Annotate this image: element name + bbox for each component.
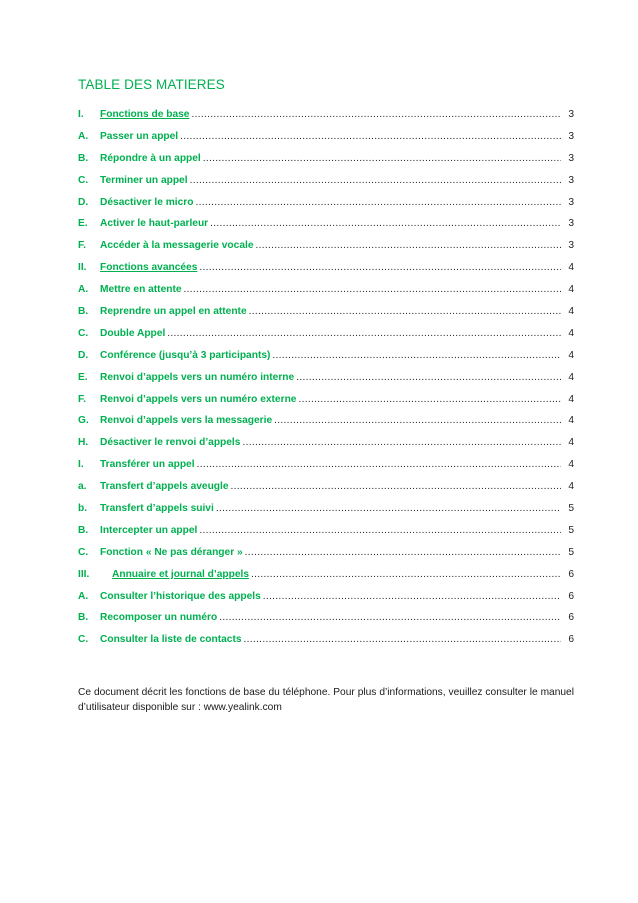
toc-dot-leader	[274, 414, 561, 428]
toc-dot-leader	[203, 152, 561, 166]
toc-entry[interactable]	[78, 152, 574, 174]
toc-dot-leader	[197, 458, 561, 472]
toc-entry-number: H.	[78, 437, 89, 449]
toc-entry[interactable]	[78, 327, 574, 349]
toc-entry-label[interactable]: Transfert d’appels aveugle	[100, 481, 229, 493]
toc-entry-number: C.	[78, 327, 89, 339]
toc-dot-leader	[251, 568, 561, 582]
toc-entry-number: B.	[78, 306, 89, 318]
toc-entry-number: A.	[78, 130, 89, 142]
toc-entry-label[interactable]: Terminer un appel	[100, 174, 188, 186]
toc-entry-page-number: 3	[568, 109, 574, 120]
toc-entry[interactable]	[78, 239, 574, 261]
toc-entry-number: C.	[78, 546, 89, 558]
toc-dot-leader	[245, 546, 561, 560]
toc-entry-label[interactable]: Intercepter un appel	[100, 524, 198, 536]
toc-entry-number: B.	[78, 524, 89, 536]
toc-entry[interactable]	[78, 393, 574, 415]
toc-entry-page-number: 5	[568, 503, 574, 515]
toc-entry[interactable]	[78, 568, 574, 590]
toc-entry[interactable]	[78, 130, 574, 152]
toc-entry-label[interactable]: Fonctions avancées	[100, 262, 198, 274]
toc-entry[interactable]	[78, 371, 574, 393]
toc-entry-label[interactable]: Consulter la liste de contacts	[100, 634, 242, 646]
toc-entry-page-number: 4	[568, 393, 574, 405]
toc-entry-label[interactable]: Mettre en attente	[100, 284, 182, 296]
toc-dot-leader	[298, 393, 561, 407]
toc-entry-number: B.	[78, 612, 89, 624]
toc-entry[interactable]	[78, 480, 574, 502]
toc-entry-page-number: 6	[568, 634, 574, 646]
toc-entry-page-number: 3	[568, 130, 574, 142]
toc-entry-label[interactable]: Activer le haut-parleur	[100, 218, 209, 230]
toc-entry[interactable]	[78, 458, 574, 480]
toc-entry[interactable]	[78, 524, 574, 546]
toc-entry[interactable]	[78, 633, 574, 655]
toc-dot-leader	[167, 327, 561, 341]
toc-entry-label[interactable]: Transfert d’appels suivi	[100, 503, 214, 515]
toc-entry-label[interactable]: Consulter l’historique des appels	[100, 590, 261, 602]
toc-entry-page-number: 5	[568, 546, 574, 558]
toc-entry[interactable]	[78, 414, 574, 436]
toc-entry-page-number: 4	[568, 481, 574, 493]
toc-entry-page-number: 4	[568, 327, 574, 339]
toc-entry-number: F.	[78, 393, 86, 405]
toc-entry-number: E.	[78, 218, 88, 230]
toc-entry-page-number: 4	[568, 437, 574, 449]
toc-dot-leader	[190, 174, 561, 188]
toc-entry-page-number: 4	[568, 306, 574, 318]
toc-entry[interactable]	[78, 546, 574, 568]
toc-entry-page-number: 3	[568, 174, 574, 186]
toc-entry-number: G.	[78, 415, 89, 427]
toc-dot-leader	[296, 371, 561, 385]
toc-entry[interactable]	[78, 611, 574, 633]
toc-entry-label[interactable]: Reprendre un appel en attente	[100, 306, 247, 318]
toc-entry-page-number: 4	[568, 284, 574, 296]
toc-entry[interactable]	[78, 305, 574, 327]
toc-dot-leader	[255, 239, 561, 253]
toc-entry-number: C.	[78, 634, 89, 646]
toc-entry-label[interactable]: Désactiver le renvoi d’appels	[100, 437, 241, 449]
toc-dot-leader	[219, 611, 561, 625]
toc-entry[interactable]	[78, 502, 574, 524]
toc-entry[interactable]	[78, 108, 574, 130]
toc-entry-page-number: 3	[568, 196, 574, 208]
toc-entry-label[interactable]: Annuaire et journal d’appels	[112, 568, 249, 580]
toc-entry-number: A.	[78, 284, 89, 296]
toc-dot-leader	[272, 349, 561, 363]
toc-entry-label[interactable]: Renvoi d’appels vers un numéro externe	[100, 393, 297, 405]
toc-entry-number: E.	[78, 371, 88, 383]
toc-entry-number: D.	[78, 349, 89, 361]
toc-entry[interactable]	[78, 436, 574, 458]
toc-entry-page-number: 6	[568, 568, 574, 580]
intro-paragraph: Ce document décrit les fonctions de base du téléphone. Pour plus d’informations, veuillez consulter le manuel d’utilisateur disponible sur : www.yealink.com	[78, 687, 574, 713]
toc-title: TABLE DES MATIERES	[78, 77, 225, 92]
toc-entry-label[interactable]: Transférer un appel	[100, 459, 195, 471]
toc-entry-page-number: 5	[568, 524, 574, 536]
toc-dot-leader	[216, 502, 561, 516]
toc-entry-page-number: 6	[568, 612, 574, 624]
toc-entry-number: C.	[78, 174, 89, 186]
toc-entry-page-number: 4	[568, 415, 574, 427]
toc-dot-leader	[263, 590, 561, 604]
toc-dot-leader	[191, 108, 561, 122]
toc-entry[interactable]	[78, 349, 574, 371]
toc-entry-page-number: 3	[568, 152, 574, 164]
toc-entry-page-number: 4	[568, 262, 574, 274]
toc-dot-leader	[210, 217, 561, 231]
toc-entry[interactable]	[78, 217, 574, 239]
toc-entry[interactable]	[78, 283, 574, 305]
toc-entry-page-number: 6	[568, 590, 574, 602]
toc-dot-leader	[184, 283, 561, 297]
toc-entry-label[interactable]: Recomposer un numéro	[100, 612, 218, 624]
toc-entry-label[interactable]: Renvoi d’appels vers la messagerie	[100, 415, 273, 427]
toc-entry-label[interactable]: Renvoi d’appels vers un numéro interne	[100, 371, 295, 383]
toc-entry[interactable]	[78, 590, 574, 612]
toc-entry-label[interactable]: Fonctions de base	[100, 109, 190, 120]
toc-entry[interactable]	[78, 174, 574, 196]
toc-entry-number: I.	[78, 109, 84, 120]
toc-entry-number: D.	[78, 196, 89, 208]
toc-dot-leader	[242, 436, 561, 450]
toc-entry-page-number: 3	[568, 218, 574, 230]
toc-dot-leader	[180, 130, 561, 144]
toc-entry-number: I.	[78, 459, 84, 471]
toc-entry-label[interactable]: Répondre à un appel	[100, 152, 201, 164]
toc-entry-label[interactable]: Désactiver le micro	[100, 196, 194, 208]
toc-dot-leader	[249, 305, 561, 319]
toc-dot-leader	[199, 524, 561, 538]
toc-entry-page-number: 4	[568, 371, 574, 383]
toc-entry-number: a.	[78, 481, 87, 493]
table-of-contents	[78, 108, 574, 655]
toc-entry-page-number: 3	[568, 240, 574, 252]
toc-dot-leader	[199, 261, 561, 275]
toc-entry[interactable]	[78, 196, 574, 218]
toc-entry-page-number: 4	[568, 349, 574, 361]
toc-dot-leader	[195, 196, 561, 210]
toc-entry-number: F.	[78, 240, 86, 252]
toc-entry-label[interactable]: Conférence (jusqu’à 3 participants)	[100, 349, 271, 361]
toc-entry-number: II.	[78, 262, 87, 274]
toc-entry-label[interactable]: Passer un appel	[100, 130, 179, 142]
toc-dot-leader	[231, 480, 561, 494]
toc-entry-number: III.	[78, 568, 90, 580]
toc-entry-page-number: 4	[568, 459, 574, 471]
toc-dot-leader	[244, 633, 561, 647]
toc-entry-number: A.	[78, 590, 89, 602]
toc-entry[interactable]	[78, 261, 574, 283]
toc-entry-label[interactable]: Double Appel	[100, 327, 166, 339]
toc-entry-number: b.	[78, 503, 88, 515]
toc-entry-label[interactable]: Fonction « Ne pas déranger »	[100, 546, 243, 558]
toc-entry-label[interactable]: Accéder à la messagerie vocale	[100, 240, 254, 252]
toc-entry-number: B.	[78, 152, 89, 164]
